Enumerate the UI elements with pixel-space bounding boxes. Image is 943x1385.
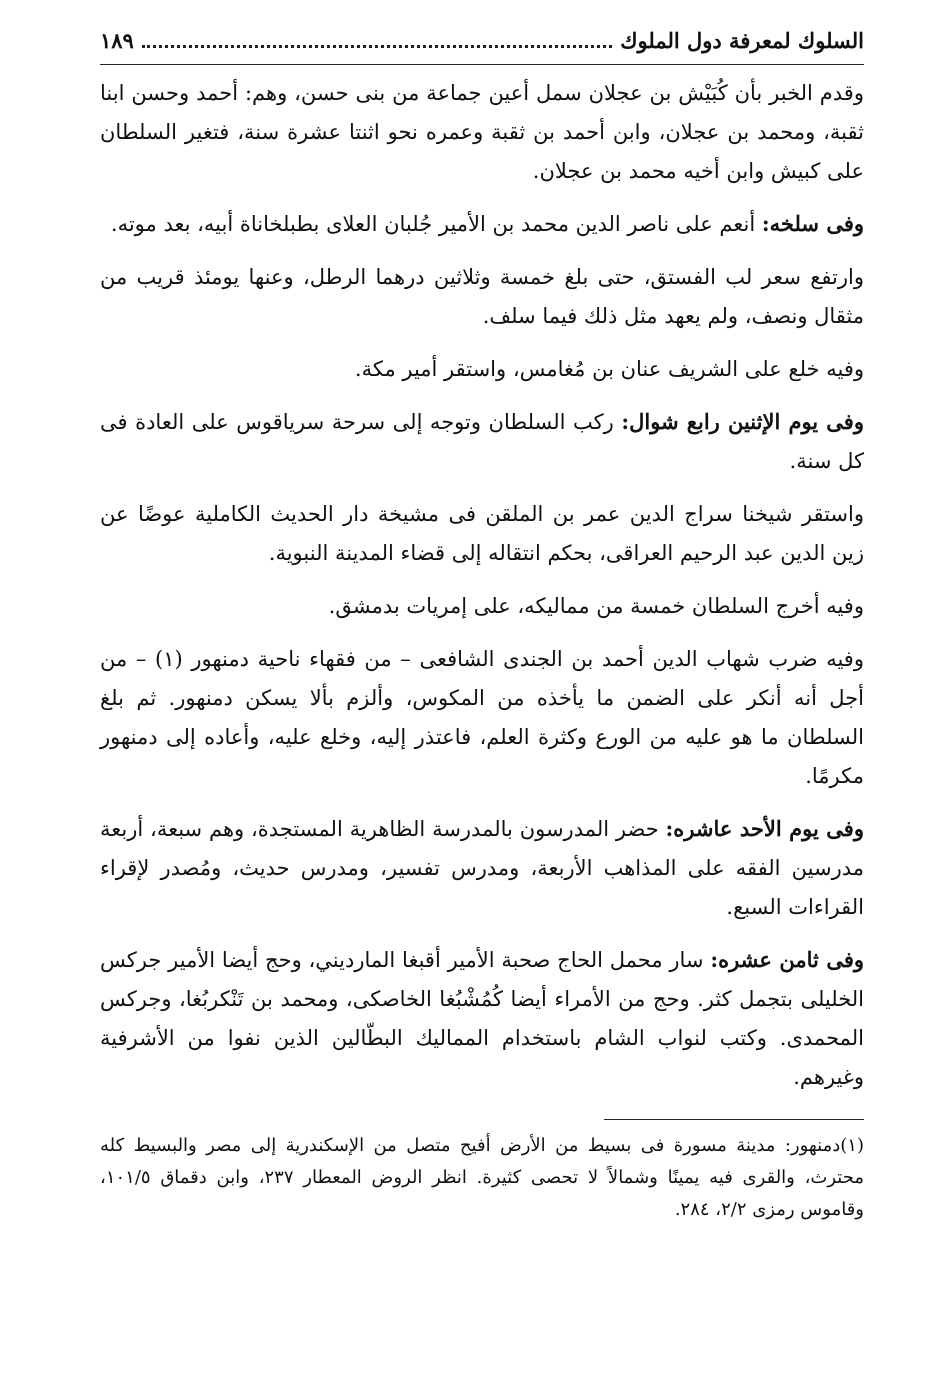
footnote: (١)دمنهور: مدينة مسورة فى بسيط من الأرض أفيح متصل من الإسكندرية إلى مصر والبسيط كله محترث، والقرى فيه يمينًا وشمالاً لا تحصى كثيرة. انظر الروض المعطار ٢٣٧، وابن دقماق ١٠١/٥، وقاموس رمزى ٢/٢، ٢٨٤. bbox=[100, 1135, 864, 1220]
paragraph bbox=[100, 204, 864, 244]
paragraph-lead: وفى يوم الأحد عاشره: bbox=[665, 816, 864, 841]
paragraph bbox=[100, 809, 864, 927]
paragraph-text: سار محمل الحاج صحبة الأمير أقبغا المارديني، وحج أيضا الأمير جركس الخليلى بتجمل كثر. وحج من الأمراء أيضا كُمُشْبُغا الخاصكى، ومحمد بن تَنْكربُغا، وجركس المحمدى. وكتب لنواب الشام باستخدام المماليك البطّالين الذين نفوا من الأشرفية وغيرهم. bbox=[100, 948, 864, 1089]
paragraph-text: حضر المدرسون بالمدرسة الظاهرية المستجدة، وهم سبعة، أربعة مدرسين الفقه على المذاهب الأربعة، ومدرس تفسير، ومدرس حديث، ومُصدر لإقراء القراءات السبع. bbox=[100, 817, 864, 919]
paragraph bbox=[100, 402, 864, 481]
paragraph-text: وفيه ضرب شهاب الدين أحمد بن الجندى الشافعى – من فقهاء ناحية دمنهور (١) – من أجل أنه أنكر على الضمن ما يأخذه من المكوس، وألزم بألا يسكن دمنهور. ثم بلغ السلطان ما هو عليه من الورع وكثرة العلم، فاعتذر إليه، وخلع عليه، وأعاده إلى دمنهور مكرمًا. bbox=[100, 647, 864, 788]
paragraph-text: وفيه خلع على الشريف عنان بن مُغامس، واستقر أمير مكة. bbox=[354, 357, 864, 381]
running-title: السلوك لمعرفة دول الملوك bbox=[620, 28, 864, 53]
paragraph-text: وفيه أخرج السلطان خمسة من مماليكه، على إمريات بدمشق. bbox=[328, 594, 864, 618]
paragraph-lead: وفى يوم الإثنين رابع شوال: bbox=[621, 409, 864, 434]
paragraph bbox=[100, 940, 864, 1097]
paragraph-lead: وفى ثامن عشره: bbox=[710, 947, 864, 972]
header-leader-dots bbox=[142, 45, 612, 48]
paragraph bbox=[100, 349, 864, 389]
paragraph bbox=[100, 257, 864, 336]
running-header bbox=[100, 28, 864, 65]
paragraph-text: وقدم الخبر بأن كُبَيْش بن عجلان سمل أعين جماعة من بنى حسن، وهم: أحمد وحسن ابنا ثقبة، ومحمد بن عجلان، وابن أحمد بن ثقبة وعمره نحو اثنتا عشرة سنة، فتغير السلطان على كبيش وابن أخيه محمد بن عجلان. bbox=[100, 81, 864, 183]
page-body bbox=[100, 65, 864, 1097]
paragraph bbox=[100, 494, 864, 573]
footnote-divider bbox=[604, 1119, 864, 1120]
paragraph bbox=[100, 639, 864, 796]
paragraph-text: ركب السلطان وتوجه إلى سرحة سرياقوس على العادة فى كل سنة. bbox=[100, 410, 864, 473]
paragraph bbox=[100, 586, 864, 626]
paragraph-text: وارتفع سعر لب الفستق، حتى بلغ خمسة وثلاثين درهما الرطل، وعنها يومئذ قريب من مثقال ونصف، ولم يعهد مثل ذلك فيما سلف. bbox=[100, 265, 864, 328]
paragraph bbox=[100, 73, 864, 191]
paragraph-lead: وفى سلخه: bbox=[761, 211, 864, 236]
page-number: ١٨٩ bbox=[100, 28, 134, 53]
book-page bbox=[100, 28, 864, 1368]
paragraph-text: أنعم على ناصر الدين محمد بن الأمير جُلبان العلاى بطبلخاناة أبيه، بعد موته. bbox=[110, 212, 762, 236]
paragraph-text: واستقر شيخنا سراج الدين عمر بن الملقن فى مشيخة دار الحديث الكاملية عوضًا عن زين الدين عبد الرحيم العراقى، بحكم انتقاله إلى قضاء المدينة النبوية. bbox=[100, 502, 864, 565]
